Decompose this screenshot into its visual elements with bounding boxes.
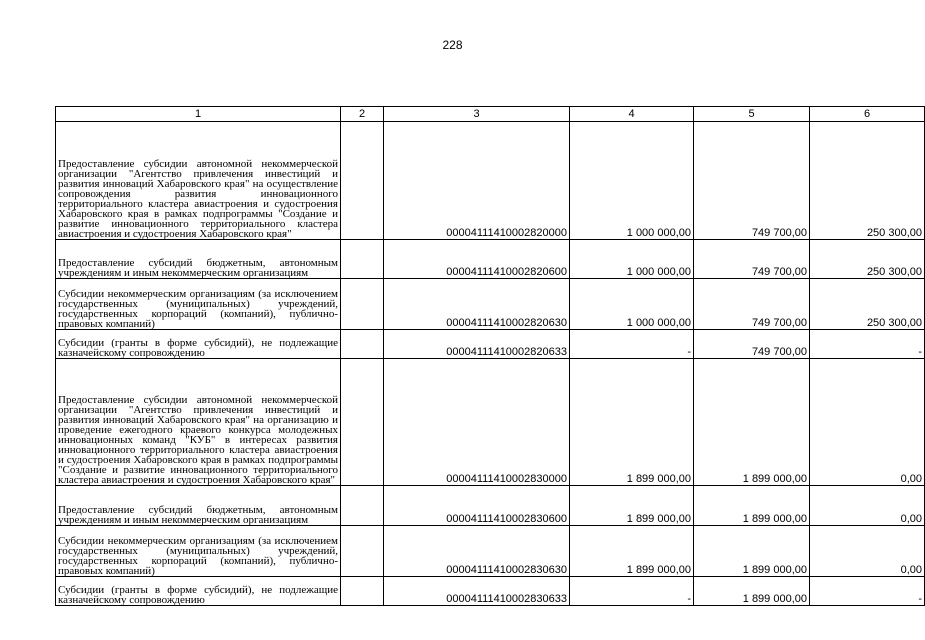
- row-name: Предоставление субсидии автономной некоммерческой организации "Агентство привлечения инвестиций и развития инноваций Хабаровского края" на организацию и проведение ежегодного краевого конкурса молодежных инновационных команд "КУБ" в интересах развития инновационного территориального кластера авиастроения и судостроения Хабаровского края в рамках подпрограммы "Создание и развитие инновационного территориального кластера авиастроения и судостроения Хабаровского края": [56, 359, 341, 486]
- row-col6: 0,00: [810, 359, 925, 486]
- row-code: 00004111410002830630: [384, 526, 570, 577]
- table-row: [56, 240, 925, 279]
- row-col4: -: [570, 330, 694, 359]
- row-col5: 749 700,00: [694, 122, 810, 240]
- table-row: [56, 526, 925, 577]
- row-code: 00004111410002820633: [384, 330, 570, 359]
- row-col5: 749 700,00: [694, 330, 810, 359]
- row-col2: [341, 359, 384, 486]
- page-number: 228: [442, 38, 463, 52]
- row-col6: 250 300,00: [810, 279, 925, 330]
- row-name: Субсидии некоммерческим организациям (за исключением государственных (муниципальных) учреждений, государственных корпораций (компаний), публично-правовых компаний): [56, 279, 341, 330]
- row-name: Предоставление субсидий бюджетным, автономным учреждениям и иным некоммерческим организациям: [56, 240, 341, 279]
- row-col2: [341, 577, 384, 606]
- row-col4: 1 000 000,00: [570, 279, 694, 330]
- row-name: Субсидии (гранты в форме субсидий), не подлежащие казначейскому сопровождению: [56, 577, 341, 606]
- row-code: 00004111410002830600: [384, 486, 570, 526]
- row-code: 00004111410002820000: [384, 122, 570, 240]
- budget-table: [55, 106, 925, 606]
- row-col4: 1 000 000,00: [570, 122, 694, 240]
- row-code: 00004111410002820600: [384, 240, 570, 279]
- row-col6: 250 300,00: [810, 240, 925, 279]
- row-col4: 1 899 000,00: [570, 486, 694, 526]
- row-col2: [341, 122, 384, 240]
- row-code: 00004111410002830000: [384, 359, 570, 486]
- header-col-2: 2: [341, 107, 384, 122]
- row-col5: 1 899 000,00: [694, 577, 810, 606]
- row-col5: 749 700,00: [694, 240, 810, 279]
- row-col4: 1 899 000,00: [570, 526, 694, 577]
- table-row: [56, 486, 925, 526]
- row-col2: [341, 486, 384, 526]
- table-row: [56, 279, 925, 330]
- table-row: [56, 577, 925, 606]
- header-col-3: 3: [384, 107, 570, 122]
- row-name: Субсидии (гранты в форме субсидий), не подлежащие казначейскому сопровождению: [56, 330, 341, 359]
- row-name: Предоставление субсидии автономной некоммерческой организации "Агентство привлечения инвестиций и развития инноваций Хабаровского края" на осуществление сопровождения развития инновационного территориального кластера авиастроения и судостроения Хабаровского края в рамках подпрограммы "Создание и развитие инновационного территориального кластера авиастроения и судостроения Хабаровского края": [56, 122, 341, 240]
- row-col5: 1 899 000,00: [694, 486, 810, 526]
- row-col6: 0,00: [810, 526, 925, 577]
- row-col6: -: [810, 330, 925, 359]
- table-row: [56, 122, 925, 240]
- header-col-4: 4: [570, 107, 694, 122]
- row-col5: 1 899 000,00: [694, 526, 810, 577]
- row-col2: [341, 279, 384, 330]
- row-col2: [341, 526, 384, 577]
- row-col5: 749 700,00: [694, 279, 810, 330]
- table-row: [56, 359, 925, 486]
- row-name: Предоставление субсидий бюджетным, автономным учреждениям и иным некоммерческим организациям: [56, 486, 341, 526]
- header-col-1: 1: [56, 107, 341, 122]
- row-col4: 1 899 000,00: [570, 359, 694, 486]
- row-col4: -: [570, 577, 694, 606]
- row-col5: 1 899 000,00: [694, 359, 810, 486]
- header-col-5: 5: [694, 107, 810, 122]
- row-col4: 1 000 000,00: [570, 240, 694, 279]
- row-col6: -: [810, 577, 925, 606]
- table-row: [56, 330, 925, 359]
- header-col-6: 6: [810, 107, 925, 122]
- row-code: 00004111410002830633: [384, 577, 570, 606]
- row-col6: 250 300,00: [810, 122, 925, 240]
- row-name: Субсидии некоммерческим организациям (за исключением государственных (муниципальных) учреждений, государственных корпораций (компаний), публично-правовых компаний): [56, 526, 341, 577]
- row-col2: [341, 330, 384, 359]
- row-col6: 0,00: [810, 486, 925, 526]
- table-header-row: [56, 107, 925, 122]
- row-col2: [341, 240, 384, 279]
- row-code: 00004111410002820630: [384, 279, 570, 330]
